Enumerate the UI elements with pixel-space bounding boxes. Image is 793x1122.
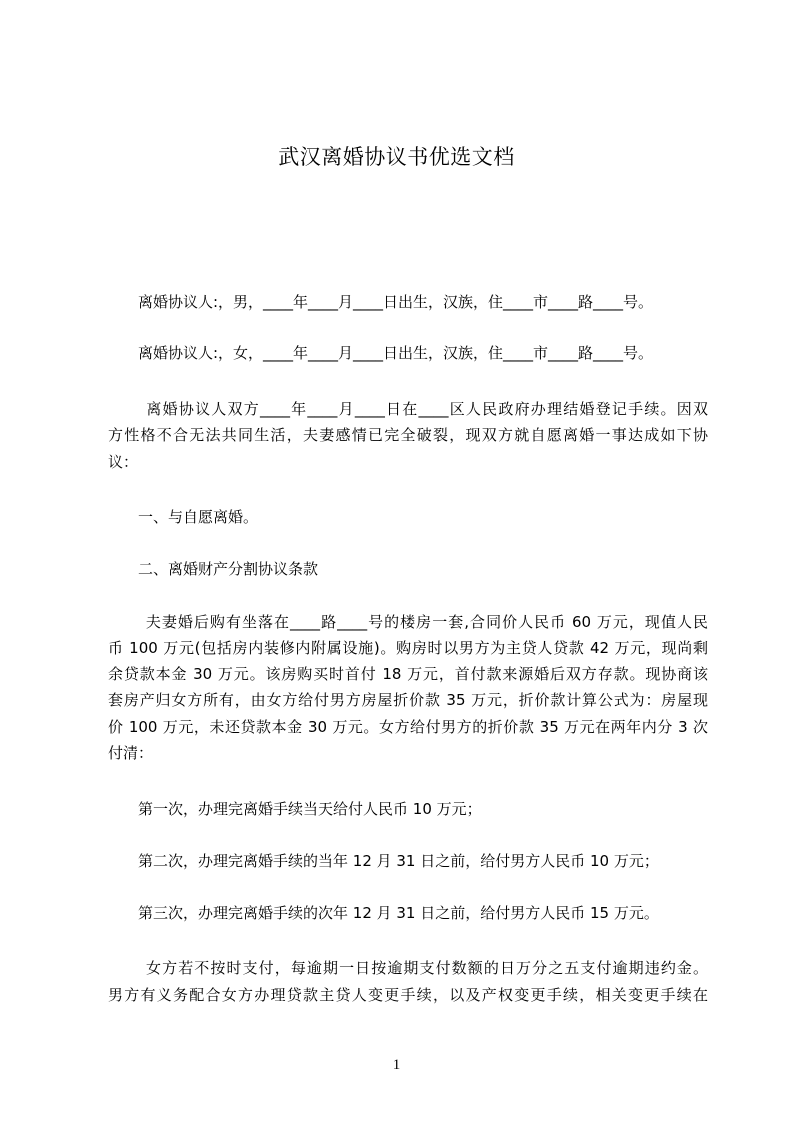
body-text-line: 余贷款本金 30 万元。该房购买时首付 18 万元，首付款来源婚后双方存款。现协商该 bbox=[108, 665, 708, 683]
section-heading: 二、离婚财产分割协议条款 bbox=[108, 560, 319, 578]
payment-item: 第一次，办理完离婚手续当天给付人民币 10 万元； bbox=[108, 800, 482, 818]
section-heading: 一、与自愿离婚。 bbox=[108, 508, 259, 526]
body-text-line: 付清： bbox=[108, 744, 154, 762]
page-number: 1 bbox=[392, 1057, 401, 1073]
document-title: 武汉离婚协议书优选文档 bbox=[278, 145, 515, 169]
body-text-line: 女方若不按时支付，每逾期一日按逾期支付数额的日万分之五支付逾期违约金。 bbox=[108, 959, 708, 977]
body-text-line: 男方有义务配合女方办理贷款主贷人变更手续，以及产权变更手续，相关变更手续在 bbox=[108, 986, 708, 1004]
body-text-line: 价 100 万元，未还贷款本金 30 万元。女方给付男方的折价款 35 万元在两年内分 3 次 bbox=[108, 718, 708, 736]
body-text-line: 套房产归女方所有，由女方给付男方房屋折价款 35 万元，折价款计算公式为：房屋现 bbox=[108, 691, 708, 709]
body-text-line: 币 100 万元(包括房内装修内附属设施)。购房时以男方为主贷人贷款 42 万元，现尚剩 bbox=[108, 639, 708, 657]
party-female-line: 离婚协议人:，女，____年____月____日出生，汉族，住____市____路____号。 bbox=[108, 344, 654, 362]
body-text-line: 议： bbox=[108, 453, 139, 471]
body-text-line: 方性格不合无法共同生活，夫妻感情已完全破裂，现双方就自愿离婚一事达成如下协 bbox=[108, 426, 708, 444]
payment-item: 第三次，办理完离婚手续的次年 12 月 31 日之前，给付男方人民币 15 万元。 bbox=[108, 904, 659, 922]
body-text-line: 夫妻婚后购有坐落在____路____号的楼房一套,合同价人民币 60 万元，现值人民 bbox=[108, 613, 708, 631]
party-male-line: 离婚协议人:，男，____年____月____日出生，汉族，住____市____路____号。 bbox=[108, 293, 654, 311]
body-text-line: 离婚协议人双方____年____月____日在____区人民政府办理结婚登记手续。因双 bbox=[108, 400, 708, 418]
payment-item: 第二次，办理完离婚手续的当年 12 月 31 日之前，给付男方人民币 10 万元； bbox=[108, 852, 659, 870]
